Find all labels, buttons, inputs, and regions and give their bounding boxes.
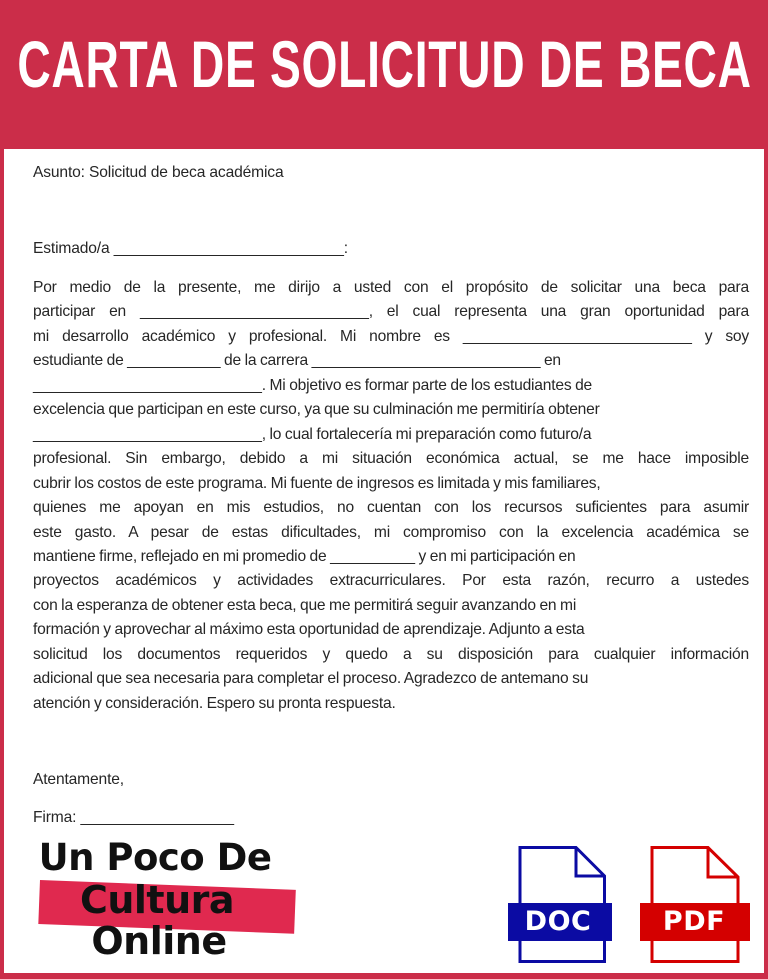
page-title: CARTA DE SOLICITUD DE BECA (16, 26, 752, 101)
body-line: ___________________________. Mi objetivo es formar parte de los estudiantes de (33, 376, 593, 394)
body-line: cubrir los costos de este programa. Mi fuente de ingresos es limitada y mis familiares, (33, 474, 601, 492)
body-line: quienes me apoyan en mis estudios, no cuentan con los recursos suficientes para asumir (33, 499, 749, 517)
letter-greeting: Estimado/a ___________________________: (33, 240, 348, 257)
letter-sheet (4, 149, 764, 973)
letter-closing: Atentamente, (33, 771, 124, 788)
body-line: solicitud los documentos requeridos y quedo a su disposición para cualquier información (33, 645, 749, 663)
logo-line-3: Online (91, 919, 227, 963)
letter-subject: Asunto: Solicitud de beca académica (33, 164, 284, 181)
body-line: profesional. Sin embargo, debido a mi situación económica actual, se me hace imposible (33, 450, 749, 468)
body-line: atención y consideración. Espero su pronta respuesta. (33, 694, 396, 712)
site-logo (34, 836, 304, 973)
body-line: excelencia que participan en este curso, ya que su culminación me permitiría obtener (33, 401, 600, 419)
doc-label: DOC (524, 906, 592, 937)
page-header (0, 0, 768, 149)
logo-line-1: Un Poco De (38, 836, 272, 879)
body-line: Por medio de la presente, me dirijo a usted con el propósito de solicitar una beca para (33, 279, 749, 296)
body-line: proyectos académicos y actividades extracurriculares. Por esta razón, recurro a ustedes (33, 572, 749, 590)
download-doc-button[interactable] (506, 846, 618, 966)
body-line: mi desarrollo académico y profesional. Mi nombre es ___________________________ y soy (33, 327, 749, 345)
body-line: adicional que sea necesaria para completar el proceso. Agradezco de antemano su (33, 670, 589, 688)
body-line: con la esperanza de obtener esta beca, que me permitirá seguir avanzando en mi (33, 596, 577, 614)
body-line: mantiene firme, reflejado en mi promedio de __________ y en mi participación en (33, 547, 576, 565)
body-line: ___________________________, lo cual fortalecería mi preparación como futuro/a (33, 425, 592, 443)
body-line: estudiante de ___________ de la carrera ___________________________ en (33, 352, 561, 370)
pdf-label: PDF (662, 906, 726, 937)
body-line: participar en ___________________________, el cual representa una gran oportunidad para (33, 303, 749, 321)
logo-line-2: Cultura (79, 878, 235, 922)
letter-body (33, 276, 749, 716)
download-pdf-button[interactable] (638, 846, 750, 966)
signature-line: Firma: __________________ (33, 809, 234, 826)
body-line: formación y aprovechar al máximo esta oportunidad de aprendizaje. Adjunto a esta (33, 621, 585, 639)
body-line: este gasto. A pesar de estas dificultades, mi compromiso con la excelencia académica se (33, 523, 749, 541)
